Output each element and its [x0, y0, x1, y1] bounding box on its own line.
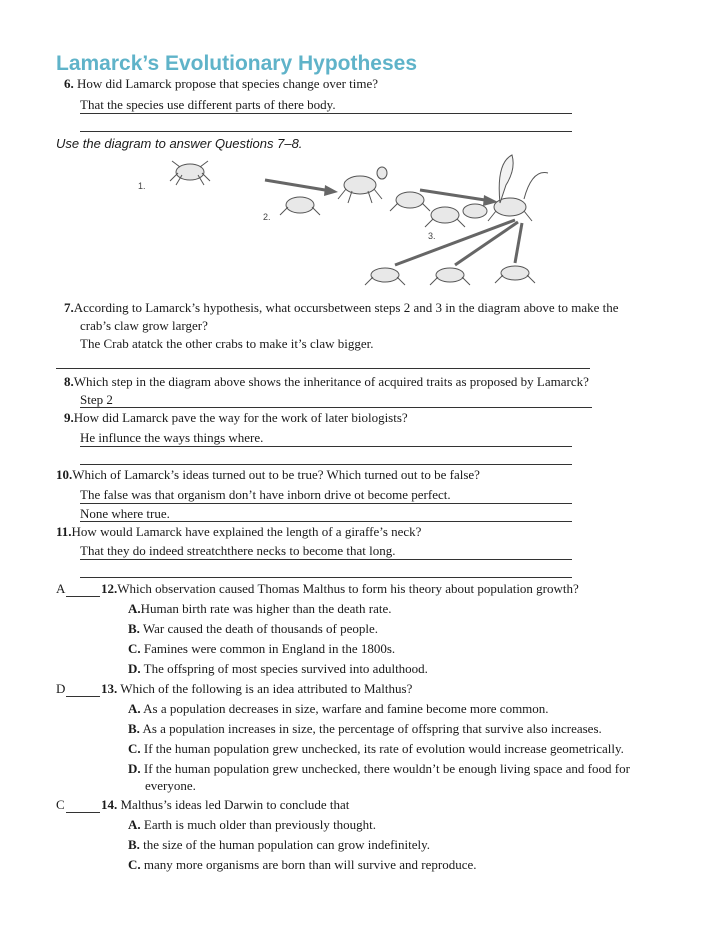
question-13 — [56, 681, 65, 697]
question-number: 11. — [56, 524, 72, 539]
crabs-step-3 — [425, 155, 548, 227]
answer-10-line-1[interactable]: The false was that organism don’t have inborn drive ot become perfect. — [80, 487, 451, 502]
choice-14-b: B. the size of the human population can grow indefinitely. — [128, 837, 431, 852]
answer-line — [80, 559, 572, 560]
question-text: Malthus’s ideas led Darwin to conclude that — [117, 797, 350, 812]
answer-line — [80, 577, 572, 578]
choice-13-d-cont: everyone. — [145, 778, 196, 793]
answer-blank[interactable]: D — [56, 681, 66, 696]
answer-10-line-2[interactable]: None where true. — [80, 506, 170, 521]
arrow-1-2 — [265, 180, 325, 190]
choice-14-a: A. Earth is much older than previously thought. — [128, 817, 377, 832]
lamarck-crab-diagram — [120, 145, 600, 290]
question-text: According to Lamarck’s hypothesis, what occursbetween steps 2 and 3 in the diagram above to make the — [73, 300, 619, 315]
choice-12-c: C. Famines were common in England in the 1800s. — [128, 641, 396, 656]
question-text: How did Lamarck propose that species change over time? — [77, 76, 379, 91]
question-6 — [64, 76, 378, 92]
question-text: Which of Lamarck’s ideas turned out to be true? Which turned out to be false? — [72, 467, 480, 482]
step-label-3: 3. — [428, 231, 436, 241]
answer-blank[interactable]: A — [56, 581, 66, 596]
choice-14-c: C. many more organisms are born than will survive and reproduce. — [128, 857, 477, 872]
question-9 — [64, 410, 408, 426]
answer-blank-line — [66, 812, 100, 813]
question-7-cont: crab’s claw grow larger? — [80, 318, 208, 333]
answer-11[interactable]: That they do indeed streatchthere necks to become that long. — [80, 543, 396, 558]
question-number: 14. — [101, 797, 118, 812]
question-text: How would Lamarck have explained the length of a giraffe’s neck? — [71, 524, 422, 539]
arrow-2-3 — [420, 190, 485, 200]
answer-blank[interactable]: C — [56, 797, 65, 812]
crab-diagram-image — [120, 145, 600, 290]
question-number: 8. — [64, 374, 74, 389]
question-14 — [56, 797, 65, 813]
diagram-instruction: Use the diagram to answer Questions 7–8. — [56, 136, 303, 151]
step-label-1: 1. — [138, 181, 146, 191]
answer-7[interactable]: The Crab atatck the other crabs to make it’s claw bigger. — [80, 336, 374, 351]
question-12 — [56, 581, 65, 597]
answer-blank-line — [66, 696, 100, 697]
choice-13-c: C. If the human population grew unchecked, its rate of evolution would increase geometrically. — [128, 741, 624, 756]
answer-blank-line — [66, 596, 100, 597]
answer-line — [80, 503, 572, 504]
question-number: 13. — [101, 681, 118, 696]
answer-line — [56, 368, 590, 369]
arrow-offspring-3 — [515, 223, 522, 263]
question-7 — [64, 300, 619, 316]
answer-8[interactable]: Step 2 — [80, 392, 113, 407]
answer-line — [80, 113, 572, 114]
worksheet-title: Lamarck’s Evolutionary Hypotheses — [56, 52, 418, 75]
crabs-step-2 — [280, 167, 430, 215]
question-13-text — [101, 681, 412, 697]
answer-line — [80, 407, 592, 408]
offspring-crabs — [365, 266, 535, 285]
question-text: Which of the following is an idea attributed to Malthus? — [117, 681, 413, 696]
choice-12-d: D. The offspring of most species survived into adulthood. — [128, 661, 428, 676]
choice-13-a: A. As a population decreases in size, warfare and famine become more common. — [128, 701, 549, 716]
answer-line — [80, 464, 572, 465]
arrow-offspring-1 — [395, 220, 515, 265]
question-text: How did Lamarck pave the way for the work of later biologists? — [73, 410, 408, 425]
choice-12-a: A.Human birth rate was higher than the death rate. — [128, 601, 392, 616]
question-10 — [56, 467, 480, 483]
choice-13-b: B. As a population increases in size, the percentage of offspring that survive also increases. — [128, 721, 602, 736]
question-number: 7. — [64, 300, 74, 315]
answer-9[interactable]: He influnce the ways things where. — [80, 430, 264, 445]
answer-line — [80, 446, 572, 447]
question-14-text — [101, 797, 349, 813]
question-number: 12. — [101, 581, 118, 596]
choice-12-b: B. War caused the death of thousands of people. — [128, 621, 378, 636]
arrow-offspring-2 — [455, 222, 518, 265]
question-8 — [64, 374, 589, 390]
question-number: 9. — [64, 410, 74, 425]
question-11 — [56, 524, 421, 540]
question-number: 6. — [64, 76, 74, 91]
crab-step-1 — [170, 161, 210, 185]
question-number: 10. — [56, 467, 73, 482]
answer-line — [80, 521, 572, 522]
question-text: Which step in the diagram above shows the inheritance of acquired traits as proposed by Lamarck? — [73, 374, 589, 389]
choice-13-d: D. If the human population grew unchecked, there wouldn’t be enough living space and food for — [128, 761, 630, 776]
answer-line — [80, 131, 572, 132]
step-label-2: 2. — [263, 212, 271, 222]
question-text: Which observation caused Thomas Malthus to form his theory about population growth? — [117, 581, 579, 596]
answer-6[interactable]: That the species use different parts of there body. — [80, 97, 336, 112]
question-12-text — [101, 581, 579, 597]
